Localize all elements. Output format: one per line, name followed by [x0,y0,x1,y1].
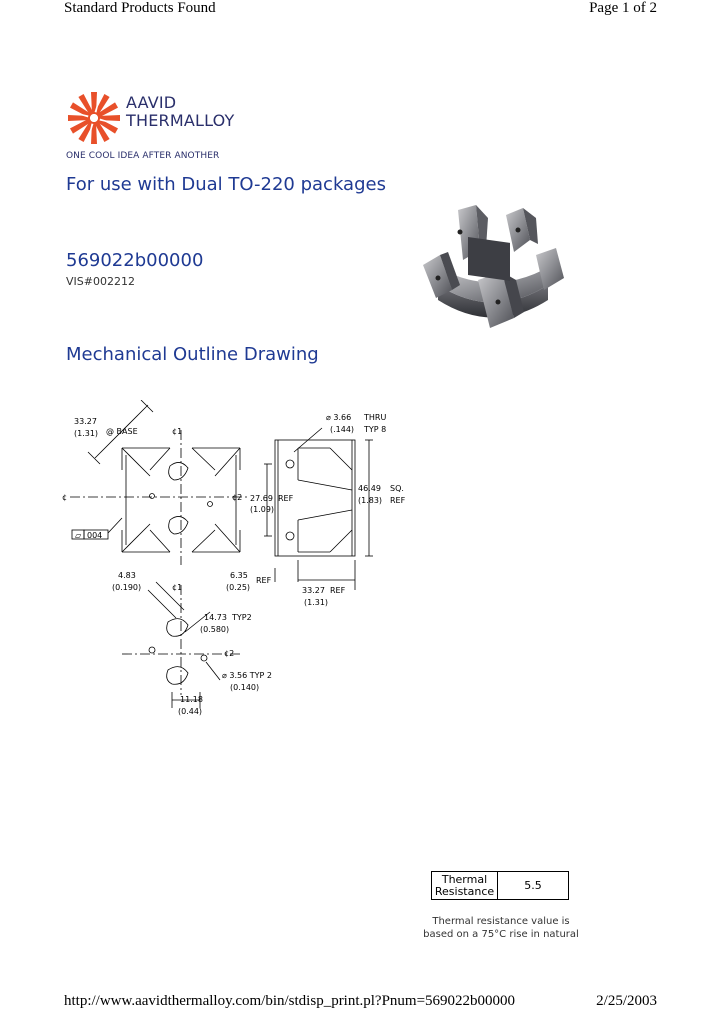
hole-pattern-view [122,582,240,708]
dim-sq: SQ. [390,484,404,493]
logo-tagline: ONE COOL IDEA AFTER ANOTHER [66,151,220,161]
centerline-2b: ¢2 [224,649,235,658]
dim-ref2: REF [390,496,406,505]
dim-4-83: 4.83 [118,571,136,580]
centerline: ¢ [62,493,68,502]
dim-thru: THRU [364,413,387,422]
thermal-note-line2: based on a 75°C rise in natural [423,929,579,940]
dim-hole2-in: (0.140) [230,683,260,692]
dim-hole2: ⌀ 3.56 TYP 2 [222,671,272,680]
starburst-icon [66,90,122,146]
part-number: 569022b00000 [66,250,204,271]
top-view [70,400,250,565]
dim-11-18: 11.18 [180,695,203,704]
dim-33-27b: 33.27 [302,586,325,595]
heatsink-photo [418,200,568,340]
page-header-title: Standard Products Found [64,0,216,16]
dim-base: @ BASE [106,427,138,436]
dim-1-31: (1.31) [74,429,99,438]
dim-46-49: 46.49 [358,484,381,493]
logo-line1: AAVID [126,93,177,112]
dim-ref3: REF [256,576,272,585]
section-title: Mechanical Outline Drawing [66,344,319,365]
dim-0-25: (0.25) [226,583,251,592]
thermal-note [416,915,586,941]
page-footer-url: http://www.aavidthermalloy.com/bin/stdisp_print.pl?Pnum=569022b00000 [64,993,516,1009]
dim-1-31b: (1.31) [304,598,329,607]
mechanical-outline-drawing [60,400,420,720]
thermal-value: 5.5 [498,872,569,900]
dim-0-44: (0.44) [178,707,203,716]
product-use-title: For use with Dual TO-220 packages [66,174,386,195]
dim-ref4: REF [330,586,346,595]
dim-typ8: TYP 8 [364,425,387,434]
aavid-logo [66,88,266,168]
dim-0-580: (0.580) [200,625,230,634]
centerline-1b: ¢1 [172,583,183,592]
dim-1-09: (1.09) [250,505,275,514]
flatness-value: 004 [87,531,103,540]
vis-number: VIS#002212 [66,275,135,288]
thermal-label [432,872,498,900]
dim-1-83: (1.83) [358,496,383,505]
dim-27-69: 27.69 [250,494,273,503]
dim-ref: REF [278,494,294,503]
thermal-note-line1: Thermal resistance value is [432,916,570,927]
side-view [264,428,373,590]
centerline-2: ¢2 [232,493,243,502]
logo-wordmark [126,94,235,130]
logo-line2: THERMALLOY [126,111,235,130]
dim-hole-dia: ⌀ 3.66 [326,413,352,422]
dim-hole-in: (.144) [330,425,355,434]
page-footer-date: 2/25/2003 [596,993,657,1009]
flatness-symbol: ⏥ [75,531,82,540]
dim-0-190: (0.190) [112,583,142,592]
centerline-1: ¢1 [172,427,183,436]
thermal-label-line1: Thermal [441,872,488,886]
dim-33-27: 33.27 [74,417,97,426]
dim-14-73: 14.73 [204,613,227,622]
thermal-label-line2: Resistance [434,884,495,898]
page-number: Page 1 of 2 [589,0,657,16]
dim-6-35: 6.35 [230,571,248,580]
thermal-resistance-table [431,871,569,900]
dim-typ2: TYP2 [232,613,252,622]
